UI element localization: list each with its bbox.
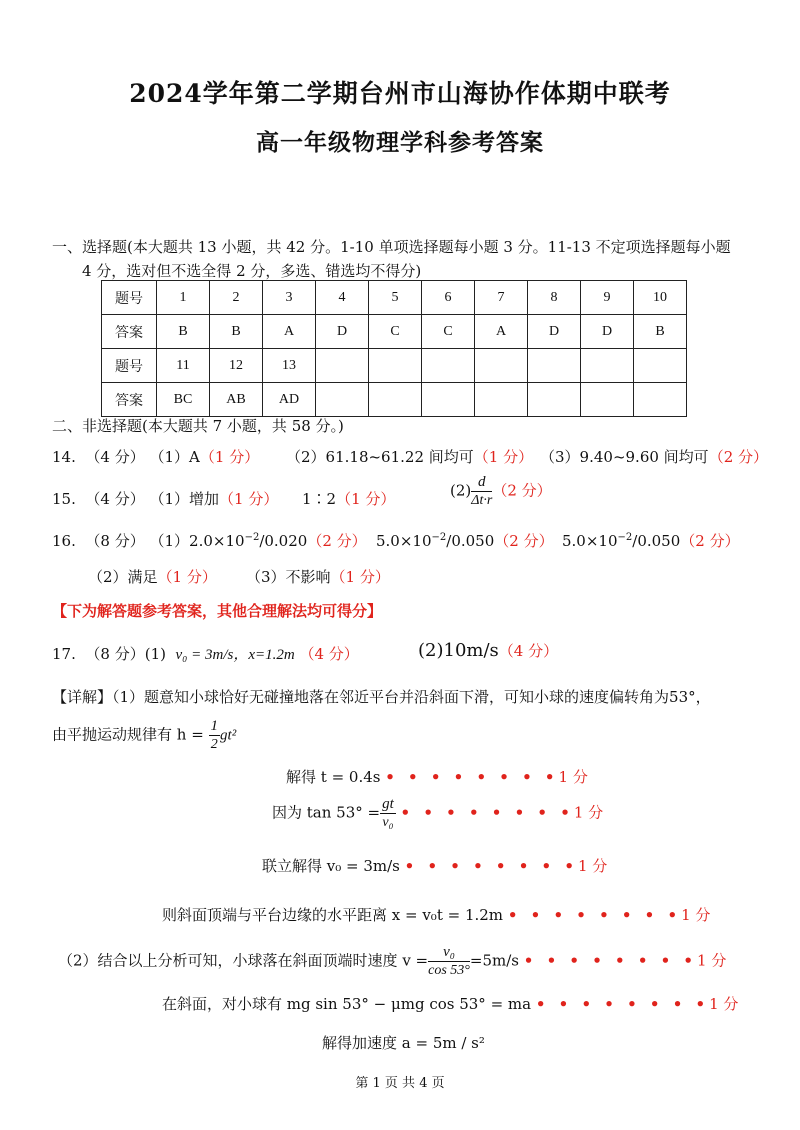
- q17-answer2: (2)10m/s（4 分）: [418, 640, 559, 661]
- q16-part3: $5.0\times 10^{-2}/0.050(2$ 分）: [562, 532, 740, 550]
- table-cell: 8: [528, 281, 581, 315]
- table-cell: [475, 349, 528, 383]
- q17-step2: 因为 tan 53° = $\frac{gt}{\text{v₀}}$ • • • • • • • •1 分: [272, 796, 604, 830]
- table-cell: 5: [369, 281, 422, 315]
- half-fraction: $\frac{1}{2}$: [210, 718, 219, 752]
- page-footer: 第 1 页 共 4 页: [355, 1076, 445, 1091]
- table-cell: 7: [475, 281, 528, 315]
- table-cell: [422, 349, 475, 383]
- table-cell: A: [263, 315, 316, 349]
- answer-table: [101, 280, 687, 417]
- table-row-label: 答案: [102, 383, 157, 417]
- q14-part1: （1）A: [149, 448, 200, 466]
- table-cell: [581, 383, 634, 417]
- q17-step7: 解得加速度 a = 5m / s²: [322, 1034, 485, 1052]
- step-score: 1 分: [577, 857, 608, 875]
- table-cell: D: [581, 315, 634, 349]
- table-row-label: 题号: [102, 349, 157, 383]
- q17-line: [52, 643, 359, 664]
- q17-step3: 联立解得 v₀ = 3m/s • • • • • • • •1 分: [262, 857, 608, 875]
- table-cell: 3: [263, 281, 316, 315]
- step-score: 1 分: [558, 768, 588, 786]
- q16-part2-score: （2 分）: [494, 532, 554, 550]
- table-cell: 11: [157, 349, 210, 383]
- q15-part2: 1∶2（1 分）: [302, 490, 396, 508]
- table-cell: A: [475, 315, 528, 349]
- table-cell: D: [316, 315, 369, 349]
- step-score: 1 分: [709, 995, 739, 1013]
- q14-points: （4 分）: [85, 448, 145, 466]
- q15-part3-score: （2 分）: [492, 481, 552, 500]
- step-score: 1 分: [681, 906, 711, 924]
- q17-answer2-score: （4 分）: [498, 642, 559, 660]
- table-cell: 10: [634, 281, 687, 315]
- table-cell: [528, 383, 581, 417]
- q14-line: [52, 446, 259, 467]
- step-score: 1 分: [697, 951, 727, 970]
- table-cell: 12: [210, 349, 263, 383]
- table-cell: B: [157, 315, 210, 349]
- q17-answer1: v₀ = 3m/s，x=1.2m: [175, 647, 295, 663]
- table-cell: 1: [157, 281, 210, 315]
- table-cell: [475, 383, 528, 417]
- table-cell: 13: [263, 349, 316, 383]
- velocity-fraction: $\frac{\text{v₀}}{\cos 53^\circ}$: [428, 944, 470, 978]
- section1-intro-line1: 一、选择题(本大题共 13 小题，共 42 分。1-10 单项选择题每小题 3 分。11-13 不定项选择题每小题: [52, 238, 731, 256]
- q14-part2: （2）61.18~61.22 间均可（1 分）: [286, 448, 534, 466]
- section1-intro-line2: 4 分，选对但不选全得 2 分，多选、错选均不得分): [82, 262, 422, 280]
- step-score: 1 分: [573, 803, 604, 822]
- table-cell: [634, 383, 687, 417]
- q15-part3: (2) $\frac{d}{\Delta t\cdot r}$ （2 分）: [450, 474, 552, 508]
- q17-answer1-score: （4 分）: [299, 645, 359, 663]
- table-cell: C: [369, 315, 422, 349]
- q16-part3-score: （2 分）: [680, 532, 740, 550]
- table-cell: [422, 383, 475, 417]
- table-cell: AD: [263, 383, 316, 417]
- table-cell: [581, 349, 634, 383]
- table-cell: B: [634, 315, 687, 349]
- q15-part1: （1）增加: [149, 490, 220, 508]
- solution-note: 【下为解答题参考答案，其他合理解法均可得分】: [52, 602, 383, 620]
- table-cell: [634, 349, 687, 383]
- table-cell: D: [528, 315, 581, 349]
- q17-label: 17.: [52, 645, 76, 663]
- tan-fraction: $\frac{gt}{\text{v₀}}$: [382, 796, 394, 830]
- q15-part1-score: （1 分）: [219, 490, 279, 508]
- page-subtitle: 高一年级物理学科参考答案: [256, 129, 544, 156]
- table-cell: BC: [157, 383, 210, 417]
- q14-label: 14.: [52, 448, 76, 466]
- q16-part5-score: （1 分）: [330, 568, 390, 586]
- q17-points: （8 分）(1): [85, 645, 166, 663]
- q17-detail-line2: 由平抛运动规律有 h = $\frac{1}{2}$ gt²: [52, 718, 237, 752]
- q16-part4-score: （1 分）: [157, 568, 217, 586]
- q15-label: 15.: [52, 490, 76, 508]
- q16-part1: （1）2.0×10: [149, 532, 245, 550]
- table-cell: [528, 349, 581, 383]
- q17-step5: （2）结合以上分析可知，小球落在斜面顶端时速度 v = $\frac{\text{v₀}}{\cos 53^\circ}$ =5m/s • • • • • • • •1 分: [58, 944, 727, 978]
- q14-part2-score: （1 分）: [473, 448, 534, 466]
- page-title: 2024学年第二学期台州市山海协作体期中联考: [129, 79, 671, 108]
- table-row: [102, 349, 687, 383]
- q16-part2: $5.0\times 10^{-2}/0.050(2$ 分）: [376, 532, 554, 550]
- q16-line: 16. （8 分） $(1)2.0\times 10^{-2}/0.020(2$ 分）: [52, 532, 367, 550]
- table-row: [102, 315, 687, 349]
- table-cell: AB: [210, 383, 263, 417]
- table-cell: 2: [210, 281, 263, 315]
- q15-points: （4 分）: [85, 490, 145, 508]
- table-row: [102, 383, 687, 417]
- table-row: [102, 281, 687, 315]
- table-cell: [316, 349, 369, 383]
- table-cell: [316, 383, 369, 417]
- q14-part3-score: （2 分）: [708, 448, 768, 466]
- table-cell: [369, 349, 422, 383]
- q16-part1-score: （2 分）: [307, 532, 367, 550]
- table-cell: C: [422, 315, 475, 349]
- q15-fraction: $\frac{d}{\Delta t\cdot r}$: [471, 474, 493, 508]
- table-cell: B: [210, 315, 263, 349]
- q15-part2-score: （1 分）: [336, 490, 396, 508]
- q16-points: （8 分）: [85, 532, 145, 550]
- q16-label: 16.: [52, 532, 76, 550]
- q17-step4: 则斜面顶端与平台边缘的水平距离 x = v₀t = 1.2m • • • • • • • •1 分: [162, 906, 711, 924]
- table-cell: 4: [316, 281, 369, 315]
- table-cell: [369, 383, 422, 417]
- q17-step1: 解得 t = 0.4s • • • • • • • •1 分: [286, 768, 588, 786]
- q16-part4: （2）满足（1 分）: [88, 568, 217, 586]
- table-row-label: 题号: [102, 281, 157, 315]
- table-cell: 9: [581, 281, 634, 315]
- q15-line: [52, 488, 278, 509]
- q16-part5: （3）不影响（1 分）: [246, 568, 390, 586]
- section2-heading: 二、非选择题(本大题共 7 小题，共 58 分。): [52, 417, 344, 435]
- q14-part3: （3）9.40~9.60 间均可（2 分）: [540, 448, 768, 466]
- q14-part1-score: （1 分）: [199, 448, 260, 466]
- table-cell: 6: [422, 281, 475, 315]
- table-row-label: 答案: [102, 315, 157, 349]
- q17-detail-line1: 【详解】（1）题意知小球恰好无碰撞地落在邻近平台并沿斜面下滑，可知小球的速度偏转角为53°，: [52, 688, 711, 706]
- q17-step6: 在斜面，对小球有 mg sin 53° − μmg cos 53° = ma • • • • • • • •1 分: [162, 995, 739, 1013]
